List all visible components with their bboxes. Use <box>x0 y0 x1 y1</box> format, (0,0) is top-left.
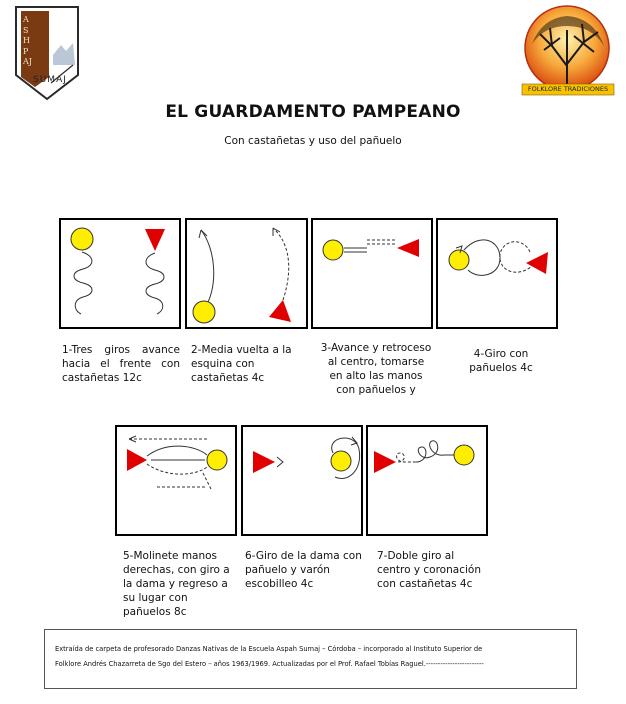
varon-path <box>397 453 416 462</box>
footnote-line-1: Extraída de carpeta de profesorado Danzas Nativas de la Escuela Aspah Sumaj – Córdoba – incorporado al Instituto Superior de <box>55 645 483 653</box>
dama-marker <box>193 301 215 323</box>
page-title: EL GUARDAMENTO PAMPEANO <box>165 102 461 122</box>
dama-marker <box>449 250 469 270</box>
varon-path <box>273 228 289 300</box>
page-subtitle: Con castañetas y uso del pañuelo <box>224 135 402 147</box>
step-7-caption: 7-Doble giro al centro y coronación con castañetas 4c <box>377 550 481 590</box>
source-footnote <box>44 629 577 689</box>
folklore-tradiciones-logo <box>512 4 622 100</box>
step-4-caption: 4-Giro con pañuelos 4c <box>469 348 533 374</box>
logo-name: SUMAJ <box>33 75 67 85</box>
step-7-diagram <box>366 425 488 536</box>
step-3-caption: 3-Avance y retroceso al centro, tomarse en alto las manos con pañuelos y <box>320 342 432 396</box>
step-1-diagram <box>59 218 181 329</box>
dama-marker <box>331 451 351 471</box>
varon-path <box>500 242 532 273</box>
step-2-diagram <box>185 218 308 329</box>
ashpaj-sumaj-logo <box>13 5 81 101</box>
varon-path <box>367 240 395 244</box>
dama-marker <box>454 445 474 465</box>
dama-path <box>201 230 214 308</box>
step-5-caption: 5-Molinete manos derechas, con giro a la dama y regreso a su lugar con pañuelos 8c <box>123 550 230 618</box>
dama-path <box>74 252 92 314</box>
dama-path <box>464 240 500 276</box>
dama-path <box>344 248 367 252</box>
dama-marker <box>323 240 343 260</box>
varon-marker <box>374 451 396 473</box>
step-1-caption: 1-Tres giros avance hacia el frente con castañetas 12c <box>62 344 180 384</box>
footnote-line-2: Folklore Andrés Chazarreta de Sgo del Estero – años 1963/1969. Actualizadas por el Prof. Rafael Tobías Raguel.------------------------ <box>55 660 484 668</box>
step-5-diagram <box>115 425 237 536</box>
step-6-caption: 6-Giro de la dama con pañuelo y varón escobilleo 4c <box>245 550 362 590</box>
varon-path <box>146 253 164 314</box>
varon-marker <box>269 300 291 322</box>
path-5 <box>157 473 211 489</box>
dama-marker <box>71 228 93 250</box>
varon-marker <box>526 252 548 274</box>
varon-marker <box>127 449 147 471</box>
step-3-diagram <box>311 218 433 329</box>
step-2-caption: 2-Media vuelta a la esquina con castañetas 4c <box>191 344 292 384</box>
varon-marker <box>397 239 419 257</box>
varon-marker <box>253 451 275 473</box>
logo-letters: ASHPAJ <box>23 15 32 66</box>
path-2 <box>147 446 207 456</box>
varon-marker <box>145 229 165 251</box>
logo-caption: FOLKLORE TRADICIONES <box>527 85 609 93</box>
varon-path <box>277 457 283 467</box>
step-4-diagram <box>436 218 558 329</box>
step-6-diagram <box>241 425 363 536</box>
dama-marker <box>207 450 227 470</box>
dama-path <box>416 441 454 462</box>
path-3 <box>147 464 207 474</box>
